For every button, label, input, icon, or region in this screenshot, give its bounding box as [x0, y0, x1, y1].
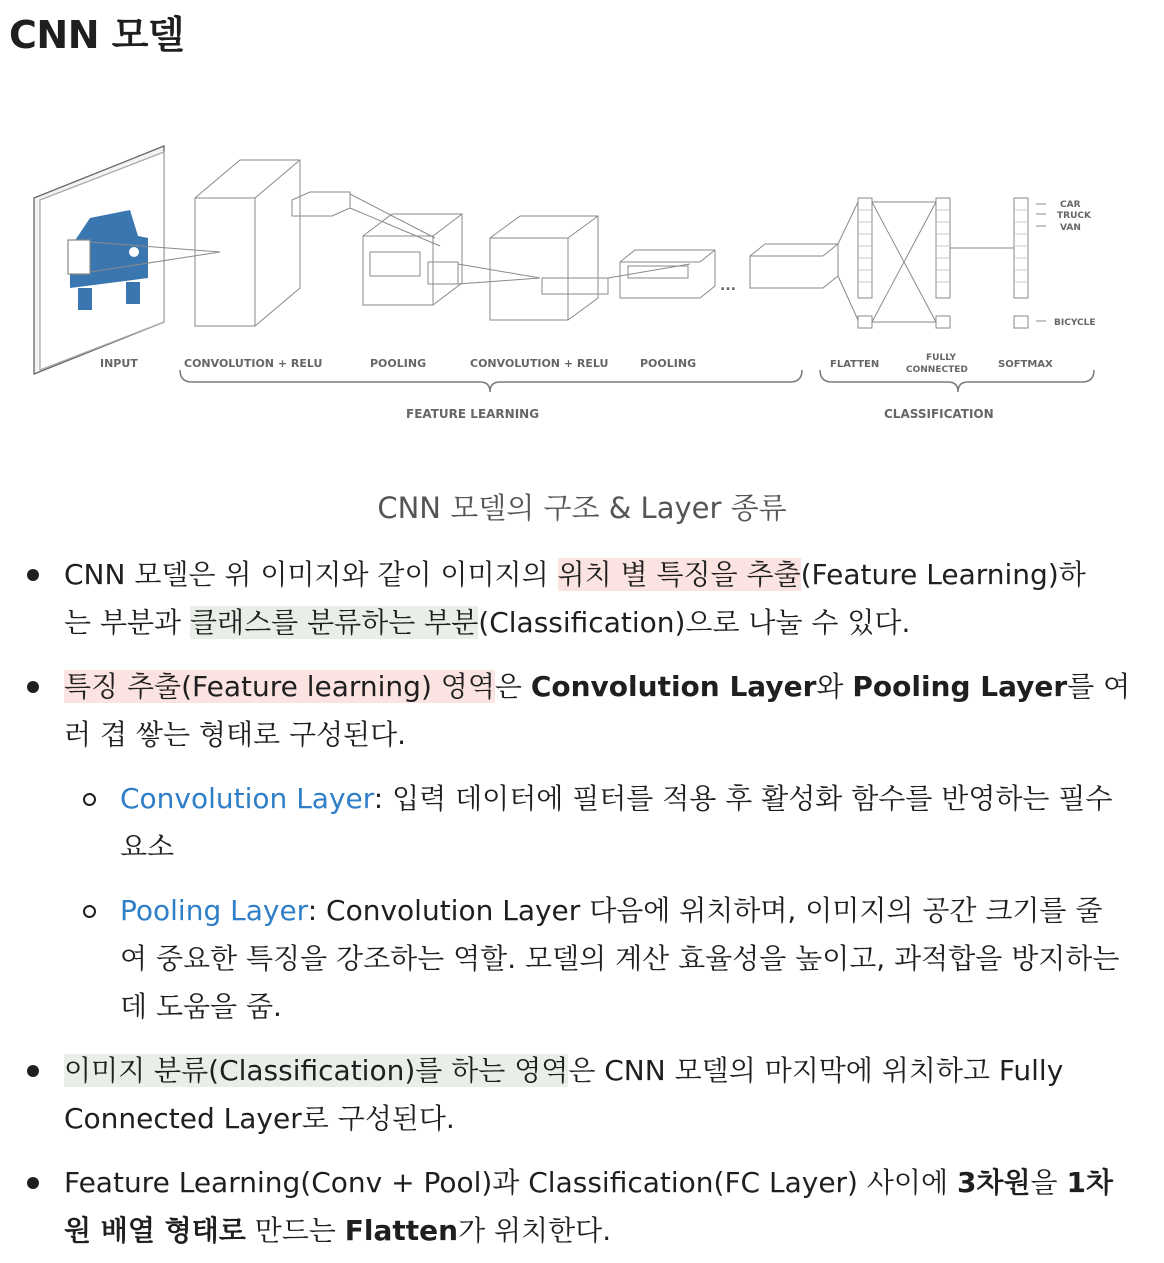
label-conv-relu-1: CONVOLUTION + RELU: [184, 357, 323, 370]
text: 은 CNN 모델의 마지막에 위치하고 Fully: [568, 1054, 1064, 1087]
figure-caption: CNN 모델의 구조 & Layer 종류: [377, 491, 787, 525]
bold-array-form: 원 배열 형태로: [64, 1214, 246, 1247]
list-item-continued: [64, 1207, 611, 1255]
label-van: VAN: [1060, 223, 1081, 233]
text: 는 부분과: [64, 606, 190, 639]
label-fully: FULLY: [926, 353, 957, 363]
text: CNN 모델은 위 이미지와 같이 이미지의: [64, 558, 558, 591]
bold-flatten: Flatten: [344, 1214, 459, 1247]
text: Feature Learning(Conv + Pool)과 Classification(FC Layer) 사이에: [64, 1166, 957, 1199]
label-conv-relu-2: CONVOLUTION + RELU: [470, 357, 609, 370]
highlight-classification-area: 이미지 분류(Classification)를 하는 영역: [64, 1054, 569, 1087]
bold-pooling-layer: Pooling Layer: [852, 670, 1068, 703]
label-feature-learning: FEATURE LEARNING: [406, 407, 540, 421]
list-item-continued: Connected Layer로 구성된다.: [64, 1102, 455, 1135]
label-flatten: FLATTEN: [830, 359, 880, 370]
text: 만드는: [245, 1214, 345, 1247]
sub-bullet-circle: [83, 793, 96, 806]
label-dots: ...: [720, 278, 736, 294]
label-input: INPUT: [100, 357, 138, 370]
label-bicycle: BICYCLE: [1054, 318, 1096, 328]
cnn-diagram: [30, 138, 1120, 438]
text: 은: [494, 670, 531, 703]
bold-3d: 3차원: [956, 1166, 1031, 1199]
term-pooling-layer: Pooling Layer: [120, 894, 308, 927]
list-item-continued: [64, 599, 910, 647]
sub-list-item-continued: 데 도움을 줌.: [120, 990, 282, 1023]
cnn-architecture-figure: [30, 138, 1120, 438]
text: (Feature Learning)하: [800, 558, 1086, 591]
sub-list-item-continued: 여 중요한 특징을 강조하는 역할. 모델의 계산 효율성을 높이고, 과적합을 방지하는: [120, 942, 1120, 975]
bullet-dot: [27, 681, 39, 693]
list-item: [64, 551, 1086, 599]
list-item: [64, 1047, 1063, 1095]
highlight-feature-extraction: 위치 별 특징을 추출: [557, 558, 801, 591]
label-pooling-2: POOLING: [640, 357, 697, 370]
text: (Classification)으로 나눌 수 있다.: [478, 606, 911, 639]
text: : Convolution Layer 다음에 위치하며, 이미지의 공간 크기를 줄: [307, 894, 1103, 927]
label-connected: CONNECTED: [906, 365, 968, 375]
term-convolution-layer: Convolution Layer: [120, 782, 374, 815]
page-title: CNN 모델: [9, 13, 185, 57]
bullet-dot: [27, 1065, 39, 1077]
label-pooling-1: POOLING: [370, 357, 427, 370]
label-car: CAR: [1060, 200, 1081, 210]
text: 와: [816, 670, 853, 703]
sub-list-item: [120, 775, 1112, 823]
text: 을: [1030, 1166, 1067, 1199]
bold-1d: 1차: [1066, 1166, 1114, 1199]
bold-convolution-layer: Convolution Layer: [530, 670, 817, 703]
highlight-feature-learning-area: 특징 추출(Feature learning) 영역: [64, 670, 495, 703]
sub-list-item: [120, 887, 1102, 935]
list-item: [64, 1159, 1113, 1207]
highlight-classification: 클래스를 분류하는 부분: [190, 606, 479, 639]
text: 가 위치한다.: [458, 1214, 612, 1247]
list-item: [64, 663, 1130, 711]
bullet-dot: [27, 1177, 39, 1189]
label-truck: TRUCK: [1057, 211, 1091, 221]
label-classification: CLASSIFICATION: [884, 407, 994, 421]
sub-bullet-circle: [83, 905, 96, 918]
label-softmax: SOFTMAX: [998, 359, 1053, 370]
text: : 입력 데이터에 필터를 적용 후 활성화 함수를 반영하는 필수: [373, 782, 1113, 815]
bullet-dot: [27, 569, 39, 581]
text: 를 여: [1067, 670, 1131, 703]
sub-list-item-continued: 요소: [120, 830, 175, 863]
list-item-continued: 러 겹 쌓는 형태로 구성된다.: [64, 718, 407, 751]
